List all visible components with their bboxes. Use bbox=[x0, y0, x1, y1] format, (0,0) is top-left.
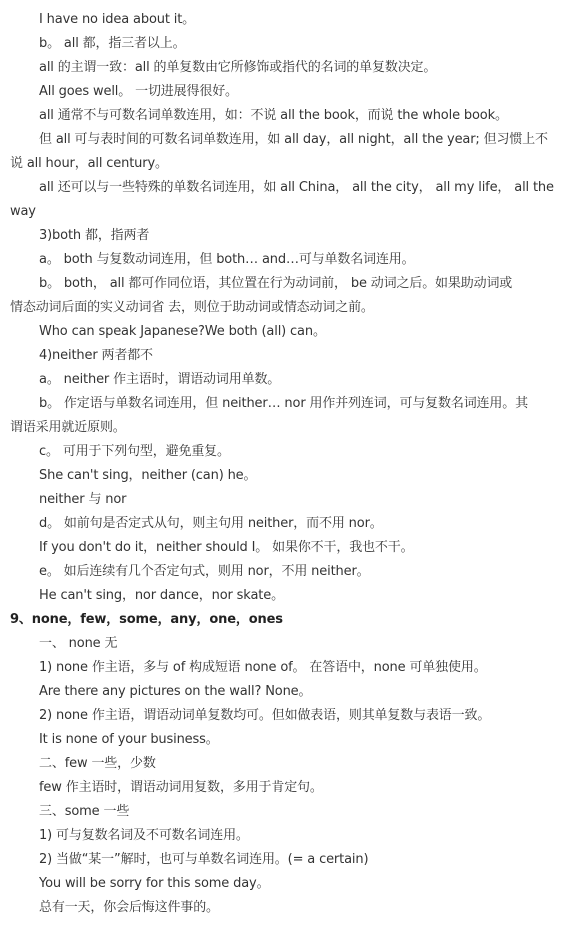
text-line: Who can speak Japanese?We both (all) can。 bbox=[39, 324, 326, 339]
section-heading: 9、none，few，some，any，one，ones bbox=[10, 612, 283, 627]
text-line: 但 all 可与表时间的可数名词单数连用，如 all day，all night，all the year; 但习惯上不 bbox=[39, 132, 548, 147]
text-line: c。 可用于下列句型，避免重复。 bbox=[39, 444, 230, 459]
text-line: 一、 none 无 bbox=[39, 636, 118, 651]
text-line: If you don't do it，neither should I。 如果你不干，我也不干。 bbox=[39, 540, 414, 555]
text-line: 3)both 都，指两者 bbox=[39, 228, 150, 243]
text-line: b。 all 都，指三者以上。 bbox=[39, 36, 186, 51]
text-line: way bbox=[10, 204, 36, 219]
text-line: 二、few 一些，少数 bbox=[39, 756, 156, 771]
text-line: 谓语采用就近原则。 bbox=[10, 420, 126, 435]
text-line: I have no idea about it。 bbox=[39, 12, 196, 27]
text-line: b。 作定语与单数名词连用，但 neither… nor 用作并列连词，可与复数名词连用。其 bbox=[39, 396, 528, 411]
text-line: 4)neither 两者都不 bbox=[39, 348, 153, 363]
text-line: b。 both， all 都可作同位语，其位置在行为动词前， be 动词之后。如果助动词或 bbox=[39, 276, 513, 291]
text-line: 2) 当做“某一”解时，也可与单数名词连用。(= a certain) bbox=[39, 852, 369, 867]
text-line: all 还可以与一些特殊的单数名词连用，如 all China， all the city， all my life， all the bbox=[39, 180, 554, 195]
text-line: She can't sing，neither (can) he。 bbox=[39, 468, 257, 483]
text-line: 情态动词后面的实义动词省 去，则位于助动词或情态动词之前。 bbox=[10, 300, 374, 315]
text-line: e。 如后连续有几个否定句式，则用 nor，不用 neither。 bbox=[39, 564, 370, 579]
text-line: few 作主语时，谓语动词用复数，多用于肯定句。 bbox=[39, 780, 323, 795]
text-line: 1) none 作主语，多与 of 构成短语 none of。 在答语中，none 可单独使用。 bbox=[39, 660, 487, 675]
text-line: It is none of your business。 bbox=[39, 732, 219, 747]
text-line: You will be sorry for this some day。 bbox=[39, 876, 270, 891]
text-line: 三、some 一些 bbox=[39, 804, 130, 819]
document-body bbox=[0, 8, 573, 920]
text-line: all 的主谓一致：all 的单复数由它所修饰或指代的名词的单复数决定。 bbox=[39, 60, 437, 75]
text-line: a。 neither 作主语时，谓语动词用单数。 bbox=[39, 372, 281, 387]
text-line: all 通常不与可数名词单数连用，如：不说 all the book，而说 the whole book。 bbox=[39, 108, 508, 123]
text-line: 说 all hour，all century。 bbox=[10, 156, 168, 171]
text-line: neither 与 nor bbox=[39, 492, 127, 507]
text-line: All goes well。 一切进展得很好。 bbox=[39, 84, 238, 99]
text-line: He can't sing，nor dance，nor skate。 bbox=[39, 588, 284, 603]
text-line: 2) none 作主语，谓语动词单复数均可。但如做表语，则其单复数与表语一致。 bbox=[39, 708, 491, 723]
text-line: a。 both 与复数动词连用，但 both… and…可与单数名词连用。 bbox=[39, 252, 415, 267]
text-line: 总有一天，你会后悔这件事的。 bbox=[39, 900, 219, 915]
text-line: 1) 可与复数名词及不可数名词连用。 bbox=[39, 828, 249, 843]
text-line: Are there any pictures on the wall? None。 bbox=[39, 684, 312, 699]
text-line: d。 如前句是否定式从句，则主句用 neither，而不用 nor。 bbox=[39, 516, 383, 531]
